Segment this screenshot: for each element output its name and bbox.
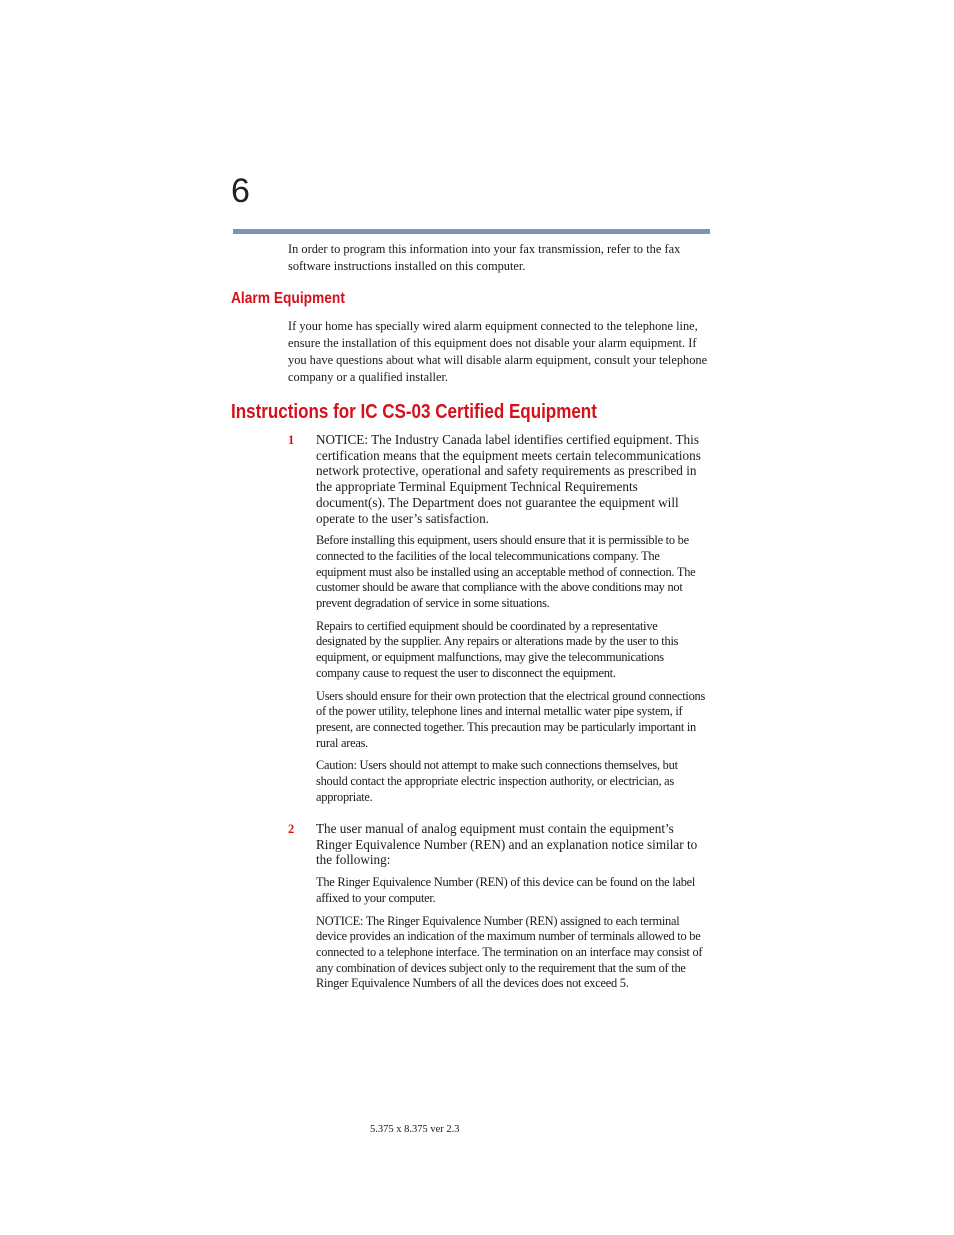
step-2 bbox=[288, 821, 710, 992]
step-2-paragraph-ren-location: The Ringer Equivalence Number (REN) of this device can be found on the label affixed to your computer. bbox=[316, 875, 696, 905]
step-1-paragraph-grounding: Users should ensure for their own protection that the electrical ground connections of the power utility, telephone lines and internal metallic water pipe system, if present, are connected together. This precaution may be particularly important in rural areas. bbox=[316, 688, 706, 750]
page-number: 6 bbox=[231, 172, 250, 210]
step-1-paragraph-installing: Before installing this equipment, users should ensure that it is permissible to be connected to the facilities of the local telecommunications company. The equipment must also be installed using an acceptable method of connection. The customer should be aware that compliance with the above conditions may not prevent degradation of service in some situations. bbox=[316, 533, 696, 611]
step-1-paragraph-caution: Caution: Users should not attempt to make such connections themselves, but should contact the appropriate electric inspection authority, or electrician, as appropriate. bbox=[316, 758, 678, 804]
step-1-paragraph-repairs: Repairs to certified equipment should be coordinated by a representative designated by the supplier. Any repairs or alterations made by the user to this equipment, or equipment malfunctions, may give the telecommunications company cause to request the user to disconnect the equipment. bbox=[316, 618, 679, 680]
intro-paragraph: In order to program this information into your fax transmission, refer to the fax software instructions installed on this computer. bbox=[288, 242, 681, 273]
header-rule bbox=[233, 229, 710, 234]
alarm-equipment-paragraph: If your home has specially wired alarm equipment connected to the telephone line, ensure the installation of this equipment does not disable your alarm equipment. If you have questions about what will disable alarm equipment, consult your telephone company or a qualified installer. bbox=[288, 319, 708, 384]
alarm-equipment-heading: Alarm Equipment bbox=[231, 290, 345, 307]
step-2-text: The user manual of analog equipment must contain the equipment’s Ringer Equivalence Number (REN) and an explanation notice similar to the following: bbox=[316, 821, 698, 868]
step-2-paragraph-ren-notice: NOTICE: The Ringer Equivalence Number (REN) assigned to each terminal device provides an indication of the maximum number of terminals allowed to be connected to a telephone interface. The termination on an interface may consist of any combination of devices subject only to the requirement that the sum of the Ringer Equivalence Numbers of all the devices does not exceed 5. bbox=[316, 913, 703, 991]
step-1-text: NOTICE: The Industry Canada label identifies certified equipment. This certification means that the equipment meets certain telecommunications network protective, operational and safety requirements as prescribed in the appropriate Terminal Equipment Technical Requirements document(s). The Department does not guarantee the equipment will operate to the user’s satisfaction. bbox=[316, 432, 701, 526]
step-1 bbox=[288, 432, 710, 805]
ic-instructions-heading: Instructions for IC CS-03 Certified Equipment bbox=[231, 400, 597, 423]
step-number: 1 bbox=[288, 433, 295, 447]
step-number: 2 bbox=[288, 822, 295, 836]
page-footer: 5.375 x 8.375 ver 2.3 bbox=[370, 1124, 460, 1135]
